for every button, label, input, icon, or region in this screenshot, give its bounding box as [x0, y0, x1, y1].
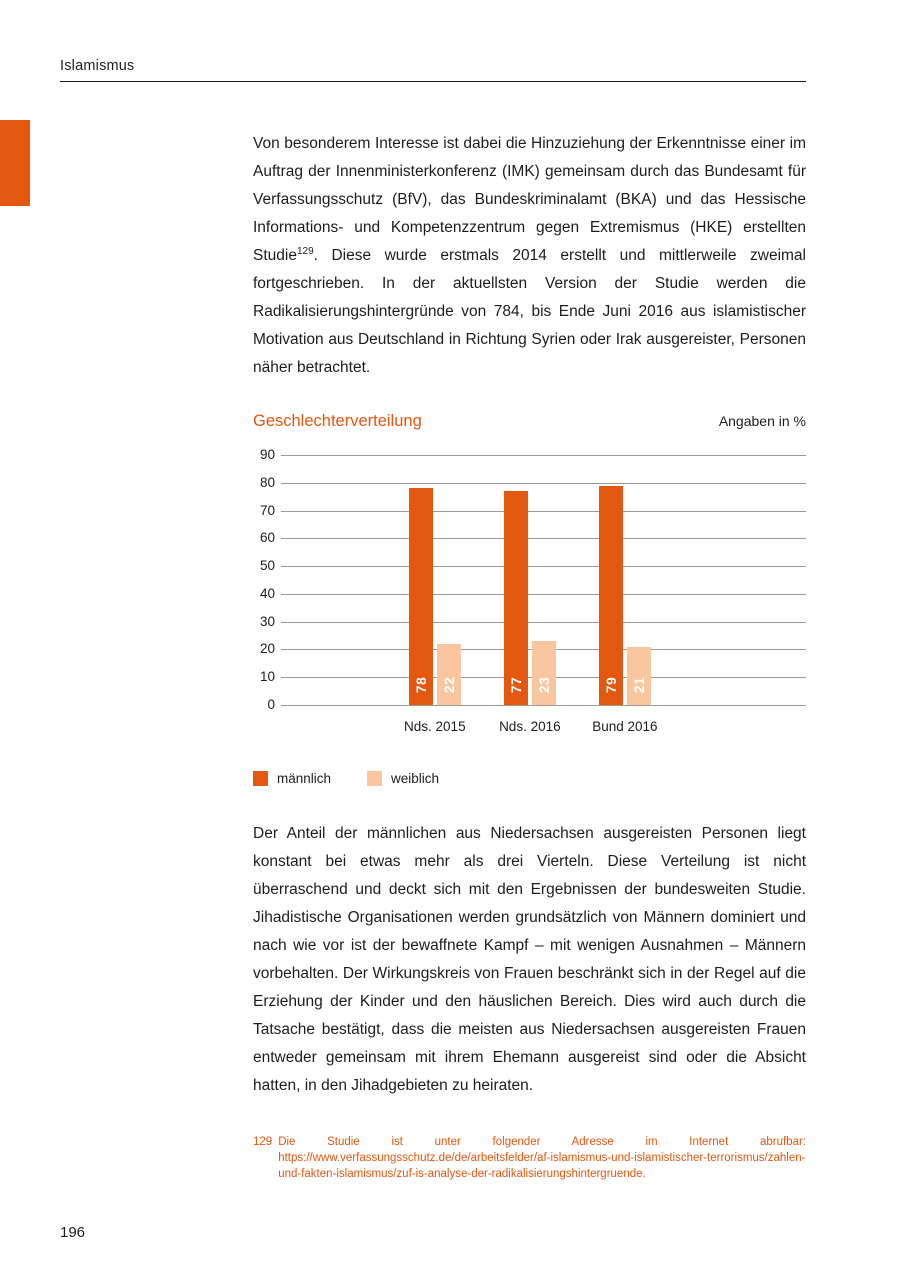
gridline-60 — [281, 538, 806, 539]
legend-swatch — [367, 771, 382, 786]
y-axis-tick-label: 20 — [259, 641, 275, 657]
chart-header — [253, 412, 806, 431]
y-axis-tick-label: 30 — [259, 613, 275, 629]
legend-label: männlich — [277, 771, 332, 786]
x-axis-category-label: Bund 2016 — [592, 719, 658, 734]
footnote — [253, 1134, 806, 1182]
gridline-80 — [281, 483, 806, 484]
bar-weiblich-bund-2016 — [627, 647, 651, 705]
gridline-30 — [281, 622, 806, 623]
bar-männlich-nds-2015 — [409, 488, 433, 705]
y-axis-tick-label: 10 — [259, 669, 275, 685]
legend-label: weiblich — [391, 771, 440, 786]
chart-title: Geschlechterverteilung — [253, 412, 422, 430]
gridline-90 — [281, 455, 806, 456]
y-axis-tick-label: 0 — [267, 697, 275, 712]
bar-value-label: 21 — [630, 676, 647, 694]
bar-männlich-bund-2016 — [599, 486, 623, 705]
page-number: 196 — [60, 1224, 86, 1241]
y-axis-tick-label: 70 — [259, 502, 275, 518]
chapter-tab-marker — [0, 120, 30, 206]
legend-item-weiblich — [367, 771, 439, 786]
gender-distribution-bar-chart — [253, 447, 806, 741]
bar-weiblich-nds-2016 — [532, 641, 556, 705]
legend-swatch — [253, 771, 268, 786]
bar-value-label: 22 — [440, 676, 457, 694]
gridline-50 — [281, 566, 806, 567]
footnote-reference: 129 — [296, 245, 314, 257]
chart-plot-area — [259, 447, 806, 734]
gridline-0 — [281, 705, 806, 706]
gridline-40 — [281, 594, 806, 595]
content-column — [253, 130, 806, 1182]
x-axis-category-label: Nds. 2016 — [499, 719, 561, 734]
bar-männlich-nds-2016 — [504, 491, 528, 705]
paragraph-1-text-cont: . Diese wurde erstmals 2014 erstellt und mittlerweile zweimal fortgeschrieben. In der aktuellsten Version der Studie werden die Radikalisierungshintergründe von 784, bis Ende Juni 2016 aus islamistischer Motivation aus Deutschland in Richtung Syrien oder Irak ausgereister, Personen näher betrachtet. — [253, 247, 806, 376]
chart-legend — [253, 771, 806, 786]
bar-weiblich-nds-2015 — [437, 644, 461, 705]
chart-unit-label: Angaben in % — [718, 413, 806, 429]
bar-value-label: 79 — [602, 676, 619, 694]
y-axis-tick-label: 80 — [259, 474, 275, 490]
x-axis-category-label: Nds. 2015 — [404, 719, 466, 734]
y-axis-tick-label: 40 — [259, 585, 275, 601]
footnote-text: Die Studie ist unter folgender Adresse im Internet abrufbar: https://www.verfassungsschutz.de/de/arbeitsfelder/af-islamismus-und-islamistischer-terrorismus/zahlen-und-fakten-islamismus/zuf-is-analyse-der-radikalisierungshintergruende. — [278, 1136, 806, 1180]
bar-value-label: 77 — [507, 676, 524, 694]
gridline-70 — [281, 511, 806, 512]
footnote-number: 129 — [253, 1136, 273, 1148]
body-paragraph-2: Der Anteil der männlichen aus Niedersachsen ausgereisten Personen liegt konstant bei etwas mehr als drei Vierteln. Diese Verteilung ist nicht überraschend und deckt sich mit den Ergebnissen der bundesweiten Studie. Jihadistische Organisationen werden grundsätzlich von Männern dominiert und nach wie vor ist der bewaffnete Kampf – mit wenigen Ausnahmen – Männern vorbehalten. Der Wirkungskreis von Frauen beschränkt sich in der Regel auf die Erziehung der Kinder und den häuslichen Bereich. Dies wird auch durch die Tatsache bestätigt, dass die meisten aus Niedersachsen ausgereisten Frauen entweder gemeinsam mit ihrem Ehemann ausgereist sind oder die Absicht hatten, in den Jihadgebieten zu heiraten. — [253, 825, 806, 1094]
paragraph-1-text: Von besonderem Interesse ist dabei die Hinzuziehung der Erkenntnisse einer im Auftrag der Innenministerkonferenz (IMK) gemeinsam durch das Bundesamt für Verfassungsschutz (BfV), das Bundeskriminalamt (BKA) und das Hessische Informations- und Kompetenzzentrum gegen Extremismus (HKE) erstellten Studie — [253, 135, 806, 264]
y-axis-tick-label: 60 — [259, 530, 275, 546]
legend-item-männlich — [253, 771, 331, 786]
bar-value-label: 23 — [535, 676, 552, 694]
body-paragraph-1 — [253, 130, 806, 382]
header-rule — [60, 81, 806, 82]
y-axis-tick-label: 50 — [259, 558, 275, 574]
bar-value-label: 78 — [412, 676, 429, 694]
running-header: Islamismus — [60, 58, 135, 74]
y-axis-tick-label: 90 — [259, 447, 275, 462]
